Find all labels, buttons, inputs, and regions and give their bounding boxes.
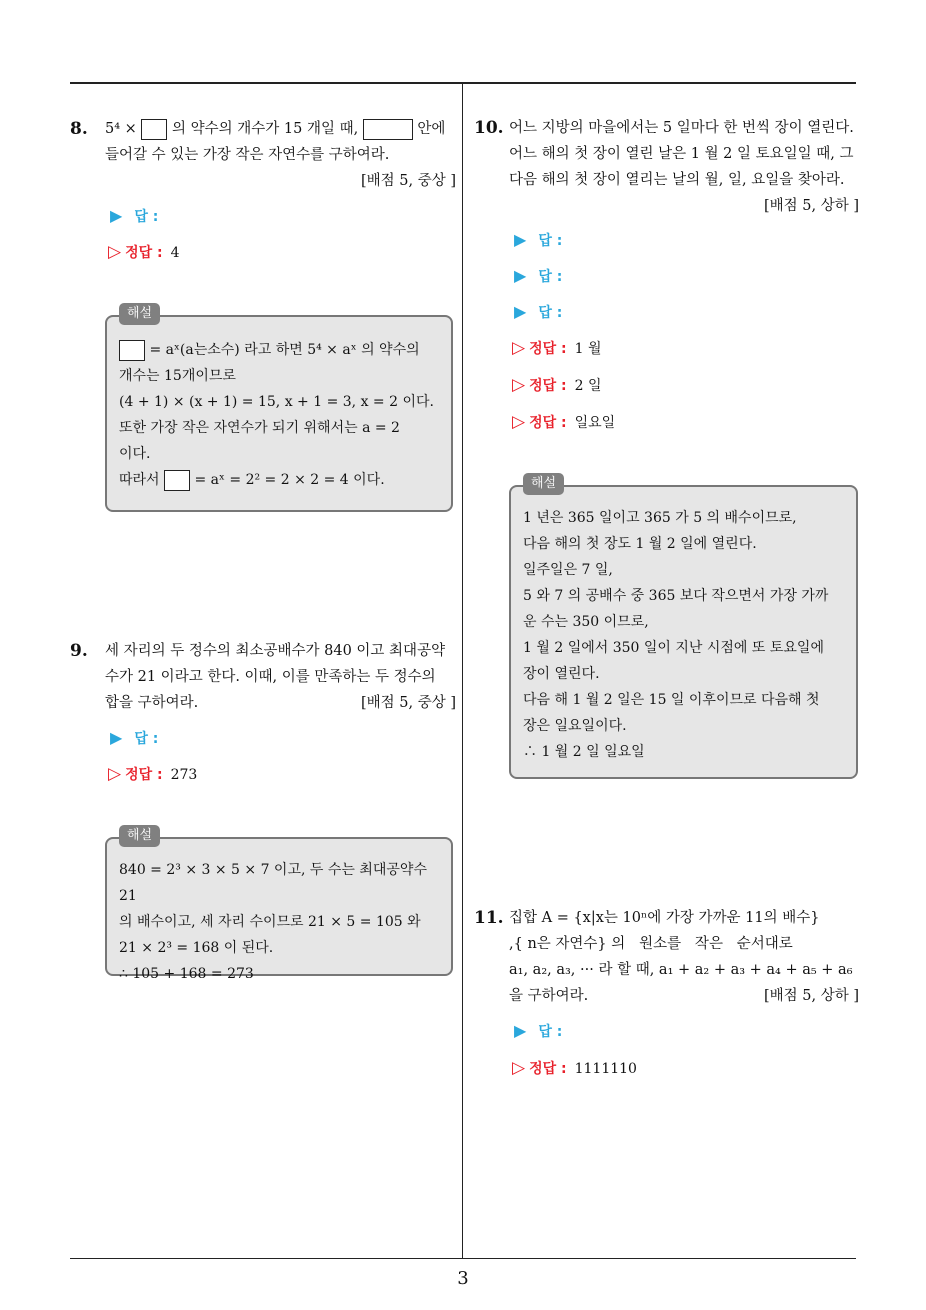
score-label: [배점 5, 중상 ] (360, 173, 456, 189)
outline-triangle-icon: ▷ (512, 375, 526, 395)
problem-number: 8. (70, 119, 88, 139)
answer-row: ▶ 답 : (514, 302, 563, 321)
explanation-box: 해설 1 년은 365 일이고 365 가 5 의 배수이므로, 다음 해의 첫 장도 1 월 2 일에 열린다. 일주일은 7 일, 5 와 7 의 공배수 중 365 보다 작으면서 가장 가까 운 수는 350 이므로, 1 월 2 일에서 350 일이 지난 시점에 또 토요일에 장이 열린다. 다음 해 1 월 2 일은 15 일 이후이므로 다음해 첫 장은 일요일이다. ∴ 1 월 2 일 일요일 (509, 485, 858, 779)
problem-number: 11. (474, 908, 504, 928)
explanation-tag: 해설 (119, 825, 160, 847)
play-triangle-icon: ▶ (514, 230, 527, 249)
play-triangle-icon: ▶ (110, 206, 123, 225)
solution-row: ▷ 정답 : 일요일 (512, 412, 616, 432)
play-triangle-icon: ▶ (514, 1021, 527, 1040)
problem-text: 어느 지방의 마을에서는 5 일마다 한 번씩 장이 열린다. 어느 해의 첫 장이 열린 날은 1 월 2 일 토요일일 때, 그 다음 해의 첫 장이 열리는 날의 월, 일, 요일을 찾아라. [배점 5, 상하 ] (509, 115, 859, 219)
outline-triangle-icon: ▷ (512, 412, 526, 432)
play-triangle-icon: ▶ (514, 266, 527, 285)
solution-row: ▷ 정답 : 273 (108, 764, 198, 784)
outline-triangle-icon: ▷ (108, 242, 122, 262)
solution-row: ▷ 정답 : 2 일 (512, 375, 602, 395)
blank-box (164, 470, 190, 491)
column-divider (462, 84, 463, 1258)
score-label: [배점 5, 상하 ] (763, 198, 859, 214)
play-triangle-icon: ▶ (514, 302, 527, 321)
explanation-tag: 해설 (119, 303, 160, 325)
outline-triangle-icon: ▷ (512, 338, 526, 358)
answer-row: ▶ 답 : (514, 1021, 563, 1040)
outline-triangle-icon: ▷ (512, 1058, 526, 1078)
blank-box (363, 119, 413, 140)
outline-triangle-icon: ▷ (108, 764, 122, 784)
problem-text: 5⁴ × 의 약수의 개수가 15 개일 때, 안에 들어갈 수 있는 가장 작은 자연수를 구하여라. [배점 5, 중상 ] (105, 116, 456, 194)
bottom-rule (70, 1258, 856, 1259)
problem-11 (474, 905, 859, 1009)
answer-row: ▶ 답 : (514, 266, 563, 285)
score-label: [배점 5, 중상 ] (360, 695, 456, 711)
problem-text: 세 자리의 두 정수의 최소공배수가 840 이고 최대공약 수가 21 이라고 한다. 이때, 이를 만족하는 두 정수의 합을 구하여라. [배점 5, 중상 ] (105, 638, 456, 716)
blank-box (141, 119, 167, 140)
answer-row: ▶ 답 : (110, 206, 159, 225)
blank-box (119, 340, 145, 361)
play-triangle-icon: ▶ (110, 728, 123, 747)
problem-number: 10. (474, 118, 504, 138)
solution-row: ▷ 정답 : 1111110 (512, 1058, 637, 1078)
explanation-box: 해설 840 = 2³ × 3 × 5 × 7 이고, 두 수는 최대공약수 21 의 배수이고, 세 자리 수이므로 21 × 5 = 105 와 21 × 2³ = 168 이 된다. ∴ 105 + 168 = 273 (105, 837, 453, 976)
explanation-tag: 해설 (523, 473, 564, 495)
problem-8 (70, 116, 456, 194)
problem-10 (474, 115, 859, 219)
problem-9 (70, 638, 456, 716)
top-rule (70, 82, 856, 84)
answer-row: ▶ 답 : (514, 230, 563, 249)
page-number: 3 (457, 1268, 469, 1289)
explanation-box: 해설 = aˣ(a는소수) 라고 하면 5⁴ × aˣ 의 약수의 개수는 15개이므로 (4 + 1) × (x + 1) = 15, x + 1 = 3, x = 2 이다. 또한 가장 작은 자연수가 되기 위해서는 a = 2 이다. 따라서 = aˣ = 2² = 2 × 2 = 4 이다. (105, 315, 453, 512)
problem-text: 집합 A = {x|x는 10ⁿ에 가장 가까운 11의 배수} ,{ n은 자연수} 의 원소를 작은 순서대로 a₁, a₂, a₃, ··· 라 할 때, a₁ + a₂ + a₃ + a₄ + a₅ + a₆ 을 구하여라. [배점 5, 상하 ] (509, 905, 859, 1009)
answer-row: ▶ 답 : (110, 728, 159, 747)
problem-number: 9. (70, 641, 88, 661)
score-label: [배점 5, 상하 ] (763, 988, 859, 1004)
solution-row: ▷ 정답 : 1 월 (512, 338, 602, 358)
solution-row: ▷ 정답 : 4 (108, 242, 180, 262)
